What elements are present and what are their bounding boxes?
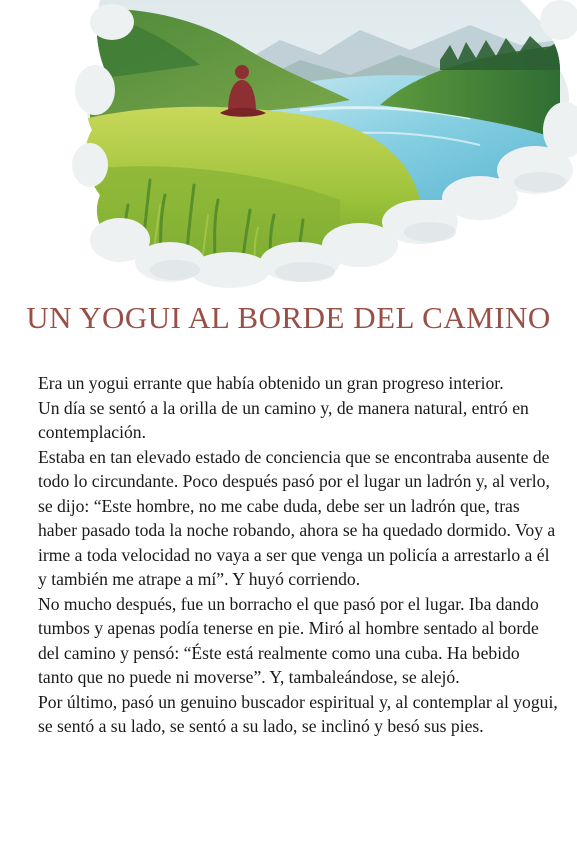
paragraph-4: No mucho después, fue un borracho el que pasó por el lugar. Iba dando tumbos y apenas podía tenerse en pie. Miró al hombre sentado al borde del camino y pensó: “Éste está realmente como una cuba. Ha bebido tanto que no puede ni moverse”. Y, tambaleándose, se alejó. — [38, 593, 539, 687]
paragraph-3: Estaba en tan elevado estado de conciencia que se encontraba ausente de todo lo circundante. Poco después pasó por el lugar un ladrón y, al verlo, se dijo: “Este hombre, no me cabe duda, debe ser un ladrón que, tras haber pasado toda la noche robando, ahora se ha quedado dormido. Voy a irme a toda velocidad no vaya a ser que venga un policía a arrestarlo a él y también me atrape a mí”. Y huyó corriendo. — [38, 446, 556, 589]
header-illustration — [0, 0, 577, 290]
paragraph-5: Por último, pasó un genuino buscador espiritual y, al contemplar al yogui, se sentó a su lado, se sentó a su lado, se inclinó y besó sus pies. — [38, 691, 558, 736]
story-body — [38, 371, 558, 739]
landscape-illustration — [0, 0, 577, 290]
paragraph-2: Un día se sentó a la orilla de un camino y, de manera natural, entró en contemplación. — [38, 397, 529, 442]
story-title: UN YOGUI AL BORDE DEL CAMINO — [26, 300, 551, 335]
paragraph-1: Era un yogui errante que había obtenido un gran progreso interior. — [38, 373, 504, 393]
